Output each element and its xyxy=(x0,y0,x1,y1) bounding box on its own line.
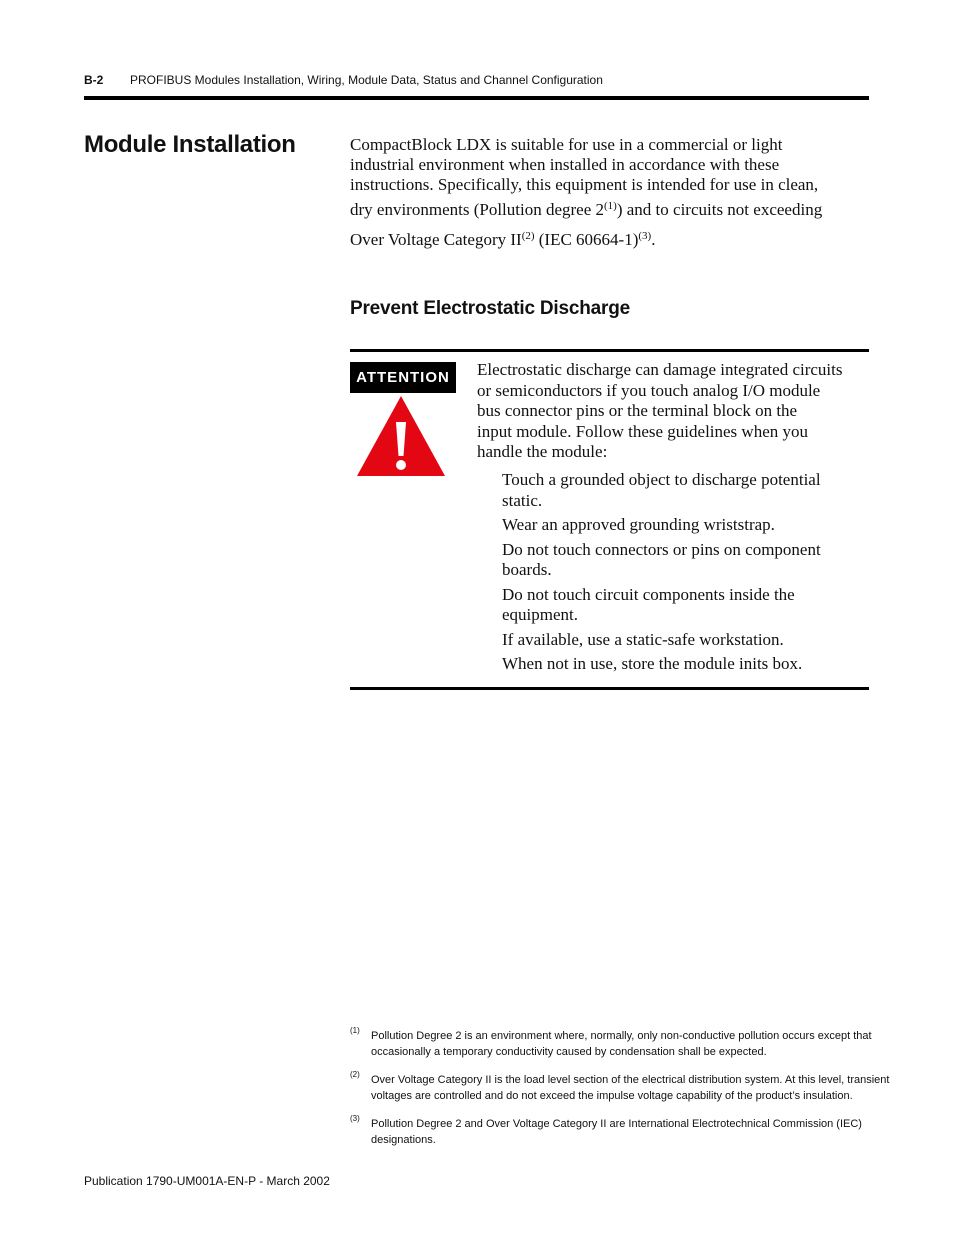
guideline-list xyxy=(502,470,872,679)
list-item-line: equipment. xyxy=(502,605,579,624)
list-item-line: When not in use, store the module inits box. xyxy=(502,654,803,673)
attention-line: handle the module: xyxy=(477,442,608,461)
footnote-mark: (1) xyxy=(350,1026,360,1035)
intro-text: ) and to circuits not exceeding xyxy=(616,200,823,219)
list-item xyxy=(502,654,872,675)
attention-line: Electrostatic discharge can damage integrated circuits xyxy=(477,360,843,379)
list-item-line: If available, use a static-safe workstation. xyxy=(502,629,784,649)
intro-text: . xyxy=(651,230,656,249)
footnote-line: Pollution Degree 2 is an environment where, normally, only non-conductive pollution occurs except that xyxy=(371,1030,872,1042)
list-item-line: boards. xyxy=(502,560,552,579)
intro-text: Over Voltage Category II xyxy=(350,230,522,249)
list-item-line: Touch a grounded object to discharge potential xyxy=(502,470,821,489)
intro-text: (IEC 60664-1) xyxy=(534,230,639,249)
subsection-title: Prevent Electrostatic Discharge xyxy=(350,298,630,319)
list-item xyxy=(502,470,872,511)
intro-paragraph xyxy=(350,135,875,255)
attention-bottom-rule xyxy=(350,687,869,690)
list-item xyxy=(502,630,872,651)
list-item-line: Do not touch connectors or pins on component xyxy=(502,539,821,559)
attention-line: or semiconductors if you touch analog I/O module xyxy=(477,380,821,400)
exclamation-dot xyxy=(396,460,406,470)
footnote-mark: (3) xyxy=(350,1114,360,1123)
footnote-line: occasionally a temporary conductivity caused by condensation shall be expected. xyxy=(371,1046,767,1058)
intro-line: instructions. Specifically, this equipment is intended for use in clean, xyxy=(350,175,819,194)
footnote-body xyxy=(371,1072,890,1104)
footnote-body xyxy=(371,1028,871,1060)
header-rule xyxy=(84,96,869,100)
list-item xyxy=(502,540,872,581)
intro-line xyxy=(350,225,875,255)
warning-exclamation-icon xyxy=(355,394,447,478)
attention-top-rule xyxy=(350,349,869,352)
footnote-body xyxy=(371,1116,871,1148)
footnote-line: Pollution Degree 2 and Over Voltage Category II are International Electrotechnical Commission (IEC) xyxy=(371,1118,862,1130)
list-item-line: Wear an approved grounding wriststrap. xyxy=(502,515,775,534)
footnote-ref-2[interactable]: (2) xyxy=(521,230,535,242)
attention-line: bus connector pins or the terminal block on the xyxy=(477,401,798,420)
attention-text xyxy=(477,360,872,463)
list-item xyxy=(502,515,872,536)
intro-text: dry environments (Pollution degree 2 xyxy=(350,200,605,219)
intro-line: industrial environment when installed in accordance with these xyxy=(350,155,780,174)
section-title: Module Installation xyxy=(84,131,296,158)
intro-line: CompactBlock LDX is suitable for use in a commercial or light xyxy=(350,135,783,154)
footnote-line: Over Voltage Category II is the load level section of the electrical distribution system. At this level, transient xyxy=(371,1074,890,1086)
footnote-line: voltages are controlled and do not exceed the impulse voltage capability of the product’s insulation. xyxy=(371,1090,853,1102)
running-header-title: PROFIBUS Modules Installation, Wiring, Module Data, Status and Channel Configuration xyxy=(130,73,603,87)
attention-line: input module. Follow these guidelines when you xyxy=(477,421,808,441)
list-item-line: static. xyxy=(502,490,543,510)
footnote-line: designations. xyxy=(371,1134,436,1146)
publication-footer: Publication 1790-UM001A-EN-P - March 2002 xyxy=(84,1174,330,1188)
list-item xyxy=(502,585,872,626)
footnote-mark: (2) xyxy=(350,1070,360,1079)
attention-label: ATTENTION xyxy=(350,362,456,393)
footnote-ref-3[interactable]: (3) xyxy=(638,230,652,242)
list-item-line: Do not touch circuit components inside the xyxy=(502,584,795,604)
footnote-ref-1[interactable]: (1) xyxy=(604,200,617,212)
intro-line xyxy=(350,195,875,225)
page-number: B-2 xyxy=(84,73,104,87)
